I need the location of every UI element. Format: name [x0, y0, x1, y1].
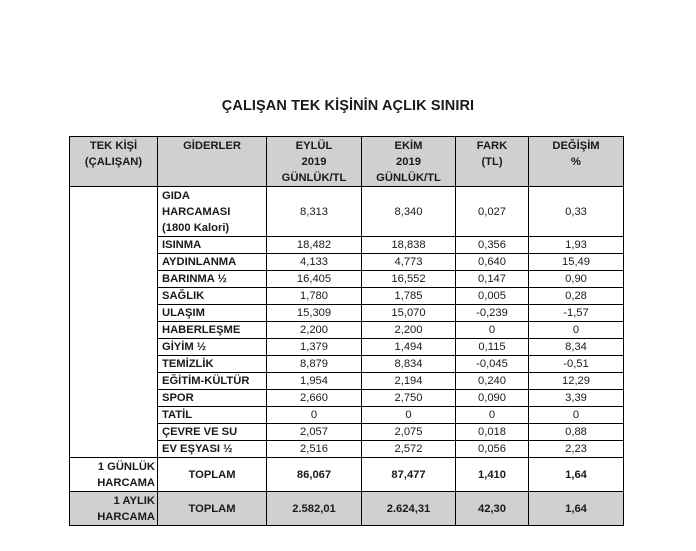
sep-value: 2,660	[267, 390, 362, 407]
sep-value: 8,879	[267, 356, 362, 373]
row-label: TATİL	[158, 407, 267, 424]
row-label: ISINMA	[158, 237, 267, 254]
sep-value: 1,954	[267, 373, 362, 390]
row-label: AYDINLANMA	[158, 254, 267, 271]
daily-total-row	[70, 458, 624, 492]
group-cell	[70, 187, 158, 458]
diff-value: 0,027	[456, 187, 529, 237]
monthly-total-row	[70, 492, 624, 526]
row-label: SAĞLIK	[158, 288, 267, 305]
daily-total-label: 1 GÜNLÜK HARCAMA	[70, 458, 158, 492]
sep-value: 18,482	[267, 237, 362, 254]
change-value: 0,90	[529, 271, 624, 288]
diff-value: 0,056	[456, 441, 529, 458]
header-difference: FARK (TL)	[456, 137, 529, 187]
oct-value: 1,785	[362, 288, 456, 305]
sep-value: 4,133	[267, 254, 362, 271]
monthly-total-sep: 2.582,01	[267, 492, 362, 526]
oct-value: 18,838	[362, 237, 456, 254]
diff-value: 0,640	[456, 254, 529, 271]
monthly-total-oct: 2.624,31	[362, 492, 456, 526]
diff-value: -0,045	[456, 356, 529, 373]
sep-value: 1,379	[267, 339, 362, 356]
row-label: ULAŞIM	[158, 305, 267, 322]
oct-value: 16,552	[362, 271, 456, 288]
diff-value: 0,356	[456, 237, 529, 254]
change-value: 0	[529, 322, 624, 339]
oct-value: 15,070	[362, 305, 456, 322]
monthly-total-change: 1,64	[529, 492, 624, 526]
row-label: EV EŞYASI ½	[158, 441, 267, 458]
oct-value: 1,494	[362, 339, 456, 356]
diff-value: 0,147	[456, 271, 529, 288]
diff-value: 0,090	[456, 390, 529, 407]
header-september: EYLÜL 2019 GÜNLÜK/TL	[267, 137, 362, 187]
diff-value: 0	[456, 407, 529, 424]
oct-value: 4,773	[362, 254, 456, 271]
header-change: DEĞİŞİM %	[529, 137, 624, 187]
diff-value: -0,239	[456, 305, 529, 322]
daily-total-sep: 86,067	[267, 458, 362, 492]
header-october: EKİM 2019 GÜNLÜK/TL	[362, 137, 456, 187]
change-value: 0,28	[529, 288, 624, 305]
diff-value: 0,005	[456, 288, 529, 305]
row-label: TEMİZLİK	[158, 356, 267, 373]
oct-value: 0	[362, 407, 456, 424]
row-label: ÇEVRE VE SU	[158, 424, 267, 441]
sep-value: 0	[267, 407, 362, 424]
monthly-total-diff: 42,30	[456, 492, 529, 526]
oct-value: 2,572	[362, 441, 456, 458]
oct-value: 8,834	[362, 356, 456, 373]
change-value: 0	[529, 407, 624, 424]
sep-value: 2,516	[267, 441, 362, 458]
change-value: 12,29	[529, 373, 624, 390]
row-label: HABERLEŞME	[158, 322, 267, 339]
change-value: 8,34	[529, 339, 624, 356]
oct-value: 2,075	[362, 424, 456, 441]
daily-total-diff: 1,410	[456, 458, 529, 492]
page-title: ÇALIŞAN TEK KİŞİNİN AÇLIK SINIRI	[221, 98, 475, 114]
oct-value: 8,340	[362, 187, 456, 237]
change-value: 2,23	[529, 441, 624, 458]
change-value: 1,93	[529, 237, 624, 254]
monthly-total-label: 1 AYLIK HARCAMA	[70, 492, 158, 526]
row-label: GİYİM ½	[158, 339, 267, 356]
hunger-threshold-table	[69, 136, 624, 526]
change-value: 0,33	[529, 187, 624, 237]
diff-value: 0,018	[456, 424, 529, 441]
row-label: EĞİTİM-KÜLTÜR	[158, 373, 267, 390]
table-row	[70, 187, 624, 237]
daily-total-oct: 87,477	[362, 458, 456, 492]
diff-value: 0	[456, 322, 529, 339]
sep-value: 8,313	[267, 187, 362, 237]
header-row	[70, 137, 624, 187]
change-value: -1,57	[529, 305, 624, 322]
sep-value: 1,780	[267, 288, 362, 305]
monthly-total-name: TOPLAM	[158, 492, 267, 526]
change-value: 15,49	[529, 254, 624, 271]
oct-value: 2,194	[362, 373, 456, 390]
oct-value: 2,750	[362, 390, 456, 407]
sep-value: 2,057	[267, 424, 362, 441]
daily-total-name: TOPLAM	[158, 458, 267, 492]
diff-value: 0,115	[456, 339, 529, 356]
sep-value: 2,200	[267, 322, 362, 339]
change-value: 0,88	[529, 424, 624, 441]
diff-value: 0,240	[456, 373, 529, 390]
change-value: 3,39	[529, 390, 624, 407]
oct-value: 2,200	[362, 322, 456, 339]
change-value: -0,51	[529, 356, 624, 373]
row-label: BARINMA ½	[158, 271, 267, 288]
daily-total-change: 1,64	[529, 458, 624, 492]
row-label: GIDA HARCAMASI (1800 Kalori)	[158, 187, 267, 237]
header-expenses: GİDERLER	[158, 137, 267, 187]
sep-value: 15,309	[267, 305, 362, 322]
row-label: SPOR	[158, 390, 267, 407]
sep-value: 16,405	[267, 271, 362, 288]
header-person: TEK KİŞİ (ÇALIŞAN)	[70, 137, 158, 187]
